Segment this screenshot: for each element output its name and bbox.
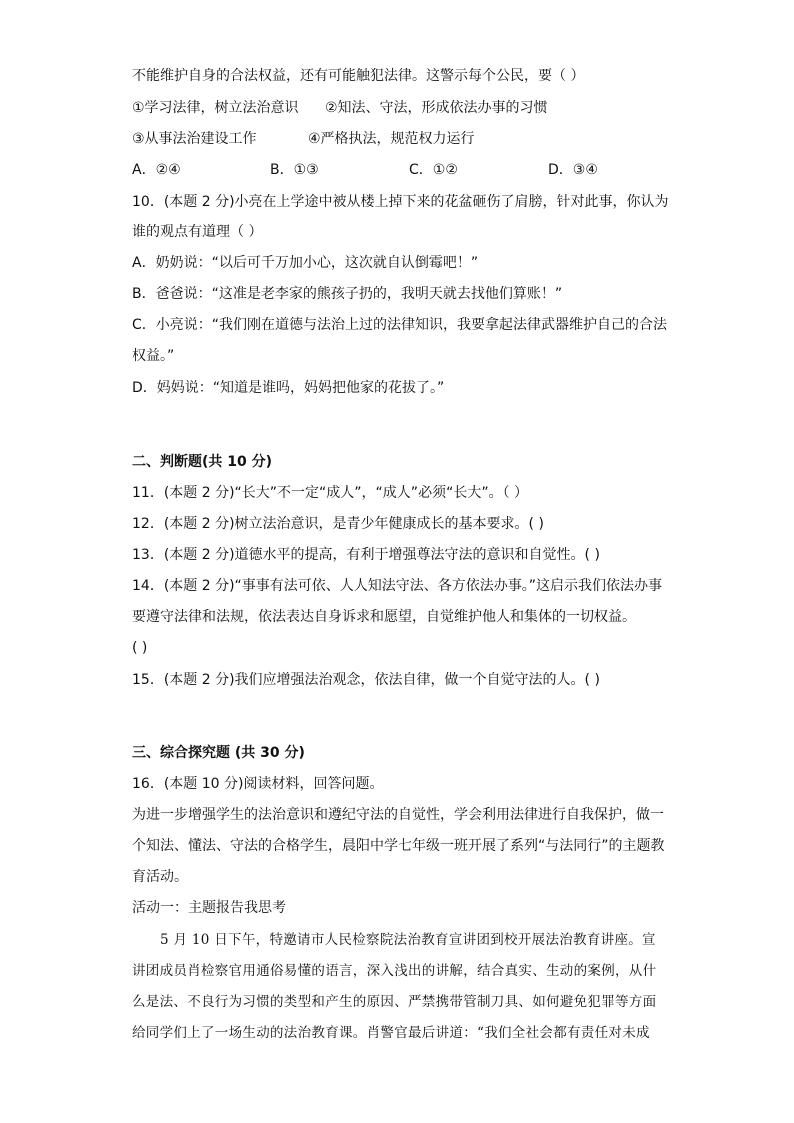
q14-line3: ( ): [132, 640, 148, 656]
q10-option-c-line2: 权益。”: [132, 348, 175, 364]
material-line2: 讲团成员肖检察官用通俗易懂的语言，深入浅出的讲解，结合真实、生动的案例，从什: [132, 963, 657, 979]
q9-statement-3: ③从事法治建设工作: [132, 131, 257, 147]
section2-heading: 二、判断题(共 10 分): [132, 454, 273, 470]
q9-statement-2: ②知法、守法，形成依法办事的习惯: [325, 100, 548, 116]
q9-option-b: B．①③: [270, 162, 319, 178]
q10-option-c-line1: C．小亮说：“我们刚在道德与法治上过的法律知识，我要拿起法律武器维护自己的合法: [132, 317, 668, 333]
q10-option-a: A．奶奶说：“以后可千万加小心，这次就自认倒霉吧！”: [132, 255, 479, 271]
material-line1: 5 月 10 日下午，特邀请市人民检察院法治教育宣讲团到校开展法治教育讲座。宣: [160, 932, 656, 948]
q9-statement-1: ①学习法律，树立法治意识: [132, 100, 299, 116]
q16-stem: 16．(本题 10 分)阅读材料，回答问题。: [132, 776, 384, 792]
section3-heading: 三、综合探究题 (共 30 分): [132, 745, 305, 761]
q16-intro-line2: 个知法、懂法、守法的合格学生，晨阳中学七年级一班开展了系列“与法同行”的主题教: [132, 838, 665, 854]
q9-option-c: C．①②: [409, 162, 458, 178]
q9-stem-tail: 不能维护自身的合法权益，还有可能触犯法律。这警示每个公民，要（ ）: [132, 68, 585, 84]
q9-option-d: D．③④: [548, 162, 598, 178]
q10-stem-line2: 谁的观点有道理（ ）: [132, 224, 263, 240]
q11: 11．(本题 2 分)“长大”不一定“成人”，“成人”必须“长大”。（ ）: [132, 485, 529, 501]
q16-intro-line3: 育活动。: [132, 869, 188, 885]
q10-stem-line1: 10．(本题 2 分)小亮在上学途中被从楼上掉下来的花盆砸伤了肩膀，针对此事，你认为: [132, 194, 669, 210]
q14-line2: 要遵守法律和法规，依法表达自身诉求和愿望，自觉维护他人和集体的一切权益。: [132, 609, 636, 625]
activity1-title: 活动一：主题报告我思考: [132, 900, 286, 916]
q9-option-a: A．②④: [132, 162, 181, 178]
material-line3: 么是法、不良行为习惯的类型和产生的原因、严禁携带管制刀具、如何避免犯罪等方面: [132, 994, 657, 1010]
q10-option-b: B．爸爸说：“这准是老李家的熊孩子扔的，我明天就去找他们算账！”: [132, 286, 563, 302]
q14-line1: 14．(本题 2 分)“事事有法可依、人人知法守法、各方依法办事。”这启示我们依法办事: [132, 578, 663, 594]
material-line4: 给同学们上了一场生动的法治教育课。肖警官最后讲道：“我们全社会都有责任对未成: [132, 1025, 650, 1041]
q12: 12．(本题 2 分)树立法治意识，是青少年健康成长的基本要求。( ): [132, 516, 544, 532]
q13: 13．(本题 2 分)道德水平的提高，有利于增强尊法守法的意识和自觉性。( ): [132, 547, 600, 563]
q15: 15．(本题 2 分)我们应增强法治观念，依法自律，做一个自觉守法的人。( ): [132, 672, 600, 688]
q10-option-d: D．妈妈说：“知道是谁吗，妈妈把他家的花拔了。”: [132, 380, 445, 396]
q9-statement-4: ④严格执法，规范权力运行: [308, 131, 475, 147]
q16-intro-line1: 为进一步增强学生的法治意识和遵纪守法的自觉性，学会利用法律进行自我保护，做一: [132, 807, 664, 823]
